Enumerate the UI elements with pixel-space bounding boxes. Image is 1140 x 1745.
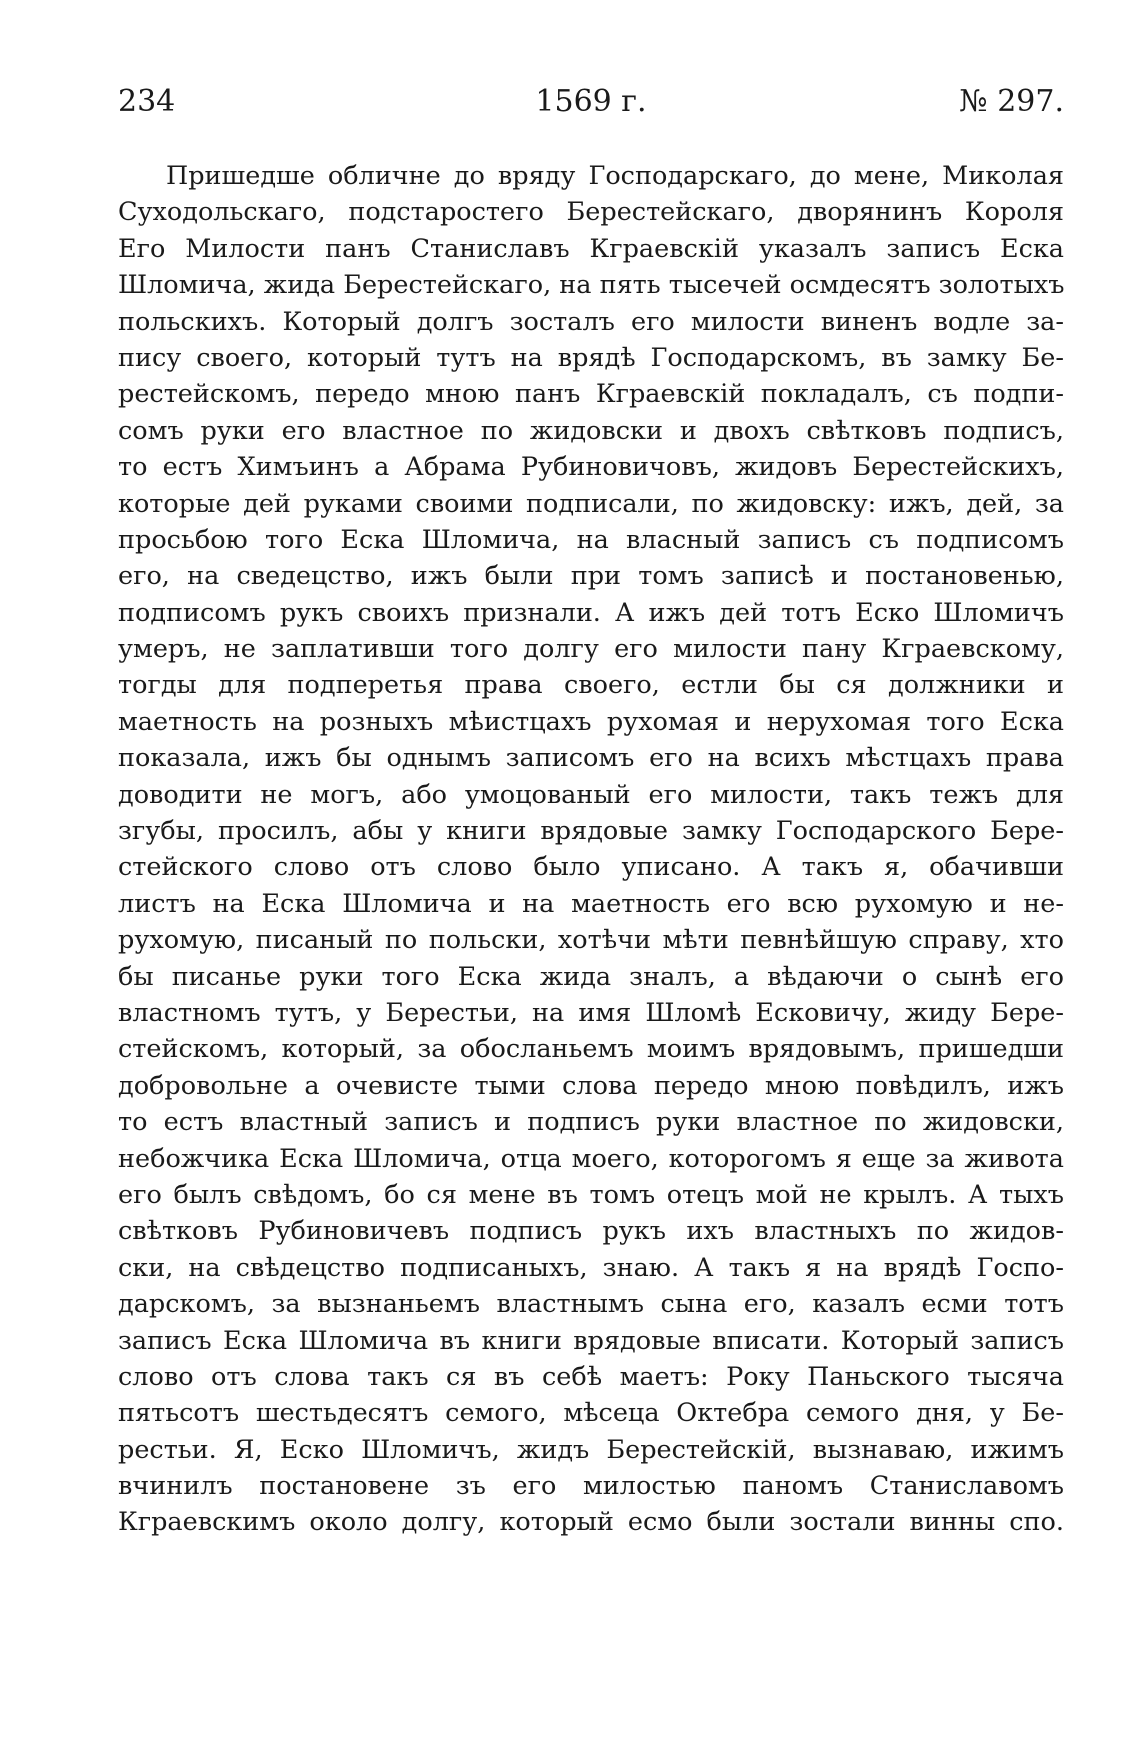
text-line: то естъ Химъинъ а Абрама Рубиновичовъ, жидовъ Берестейскихъ, [118,452,1064,483]
text-line: которые дей руками своими подписали, по жидовску: ижъ, дей, за [118,488,1064,519]
body-text [118,158,1064,1541]
text-line: записъ Еска Шломича въ книги врядовые вписати. Который записъ [118,1325,1064,1356]
text-line: доводити не могъ, або умоцованый его милости, такъ тежъ для [118,779,1064,810]
text-line: згубы, просилъ, абы у книги врядовые замку Господарского Бере- [118,816,1064,847]
text-line: его, на сведецство, ижъ были при томъ записѣ и постановенью, [118,561,1064,592]
text-line: просьбою того Еска Шломича, на власный записъ съ подписомъ [118,524,1064,555]
text-line: свѣтковъ Рубиновичевъ подписъ рукъ ихъ властныхъ по жидов- [118,1216,1064,1247]
text-line: рестейскомъ, передо мною панъ Кграевскій покладалъ, съ подпи- [118,379,1064,410]
text-line: пятьсотъ шестьдесятъ семого, мѣсеца Октебра семого дня, у Бе- [118,1398,1064,1429]
text-line: тогды для подперетья права своего, естли бы ся должники и [118,670,1064,701]
text-line: Кграевскимъ около долгу, который есмо были зостали винны спо. [118,1507,1064,1538]
text-line: то естъ властный записъ и подписъ руки властное по жидовски, [118,1107,1064,1138]
text-line: его былъ свѣдомъ, бо ся мене въ томъ отецъ мой не крылъ. А тыхъ [118,1179,1064,1210]
text-line: стейского слово отъ слово было уписано. А такъ я, обачивши [118,852,1064,883]
text-line: умеръ, не заплативши того долгу его милости пану Кграевскому, [118,634,1064,665]
text-line: Его Милости панъ Станиславъ Кграевскій указалъ записъ Еска [118,233,1064,264]
text-line: листъ на Еска Шломича и на маетность его всю рухомую и не- [118,888,1064,919]
page-header [118,82,1064,122]
text-line: маетность на розныхъ мѣистцахъ рухомая и нерухомая того Еска [118,706,1064,737]
text-line: Суходольскаго, подстаростего Берестейскаго, дворянинъ Короля [118,197,1064,228]
text-line: слово отъ слова такъ ся въ себѣ маетъ: Року Паньского тысяча [118,1361,1064,1392]
page-number: 234 [118,84,176,119]
text-line: рухомую, писаный по польски, хотѣчи мѣти певнѣйшую справу, хто [118,925,1064,956]
text-line: сомъ руки его властное по жидовски и двохъ свѣтковъ подписъ, [118,415,1064,446]
text-line: бы писанье руки того Еска жида зналъ, а вѣдаючи о сынѣ его [118,961,1064,992]
text-line: дарскомъ, за вызнаньемъ властнымъ сына его, казалъ есми тотъ [118,1289,1064,1320]
text-line: Пришедше обличне до вряду Господарскаго, до мене, Миколая [166,161,1064,191]
text-line: добровольне а очевисте тыми слова передо мною повѣдилъ, ижъ [118,1070,1064,1101]
text-line: подписомъ рукъ своихъ признали. А ижъ дей тотъ Еско Шломичъ [118,597,1064,628]
text-line: польскихъ. Который долгъ зосталъ его милости виненъ водле за- [118,306,1064,337]
text-line: рестьи. Я, Еско Шломичъ, жидъ Берестейскій, вызнаваю, ижимъ [118,1434,1064,1465]
text-line: пису своего, который тутъ на врядѣ Господарскомъ, въ замку Бе- [118,342,1064,373]
text-line: властномъ тутъ, у Берестьи, на имя Шломѣ Есковичу, жиду Бере- [118,997,1064,1028]
text-line: показала, ижъ бы однымъ записомъ его на всихъ мѣстцахъ права [118,743,1064,774]
text-line: стейскомъ, который, за обосланьемъ моимъ врядовымъ, пришедши [118,1034,1064,1065]
text-line: вчинилъ постановене зъ его милостью паномъ Станиславомъ [118,1471,1064,1502]
text-line: ски, на свѣдецство подписаныхъ, знаю. А такъ я на врядѣ Госпо- [118,1252,1064,1283]
year-heading: 1569 г. [535,84,647,119]
text-line: небожчика Еска Шломича, отца моего, которогомъ я еще за живота [118,1143,1064,1174]
document-number: № 297. [959,84,1064,119]
text-line: Шломича, жида Берестейскаго, на пять тысечей осмдесятъ золотыхъ [118,270,1064,301]
